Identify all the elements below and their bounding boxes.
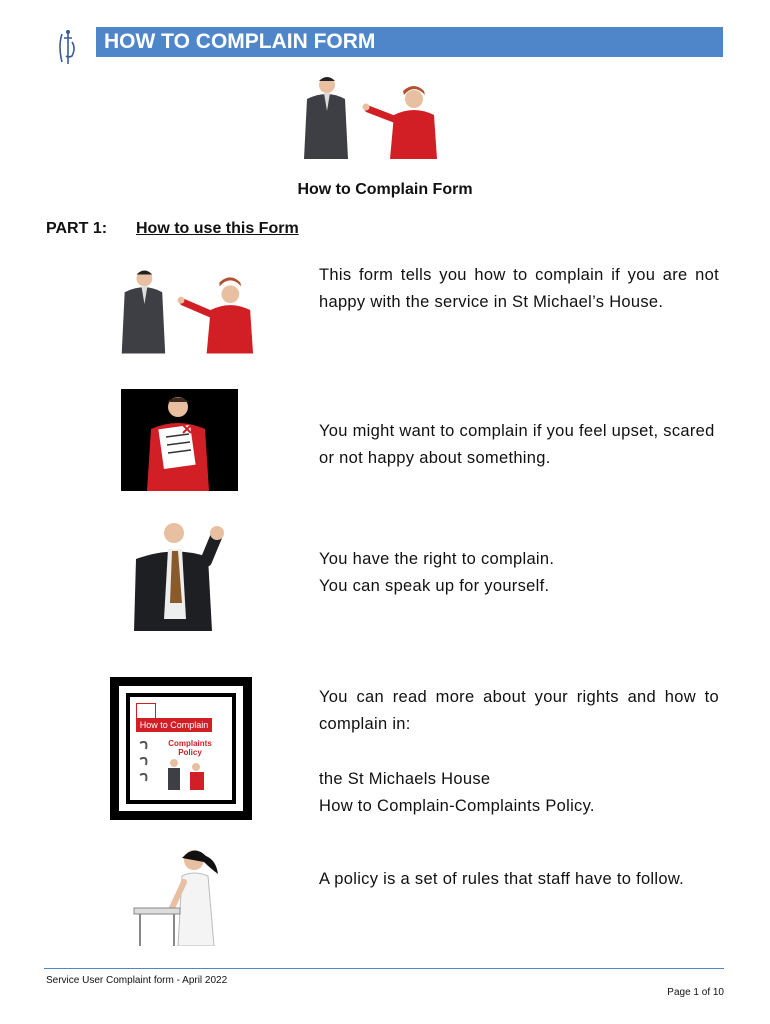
part-label: PART 1:	[46, 220, 108, 237]
section-3-line-2: You can speak up for yourself.	[319, 577, 550, 595]
booklet-subtitle-line-1: Complaints	[168, 739, 212, 748]
staff-reading-policy-illustration	[132, 846, 225, 946]
section-4-text: You can read more about your rights and how to complain in:	[319, 688, 719, 733]
section-1-text: This form tells you how to complain if you are not happy with the service in St Michael’s House.	[319, 266, 719, 311]
page-header-title: HOW TO COMPLAIN FORM	[96, 27, 723, 57]
people-talking-illustration	[100, 265, 258, 357]
booklet-people-icon	[138, 737, 228, 797]
section-3-line-1: You have the right to complain.	[319, 550, 555, 568]
complaint-people-illustration	[282, 73, 442, 163]
footer-page-number: Page 1 of 10	[667, 987, 724, 998]
document-title: How to Complain Form	[297, 181, 473, 198]
footer-document-info: Service User Complaint form - April 2022	[46, 975, 228, 986]
organization-logo-icon	[54, 26, 80, 66]
section-2-text: You might want to complain if you feel upset, scared or not happy about something.	[319, 422, 715, 467]
complaints-policy-booklet-image	[110, 677, 252, 820]
section-4-line-2: How to Complain-Complaints Policy.	[319, 797, 595, 815]
booklet-title: How to Complain	[136, 718, 212, 732]
part-heading: How to use this Form	[136, 220, 299, 237]
footer-divider	[44, 968, 724, 969]
booklet-subtitle-line-2: Policy	[178, 748, 202, 757]
person-with-form-illustration	[121, 389, 238, 491]
section-5-text: A policy is a set of rules that staff have to follow.	[319, 870, 685, 888]
man-speaking-up-illustration	[128, 519, 230, 631]
section-4-line-1: the St Michaels House	[319, 770, 491, 788]
